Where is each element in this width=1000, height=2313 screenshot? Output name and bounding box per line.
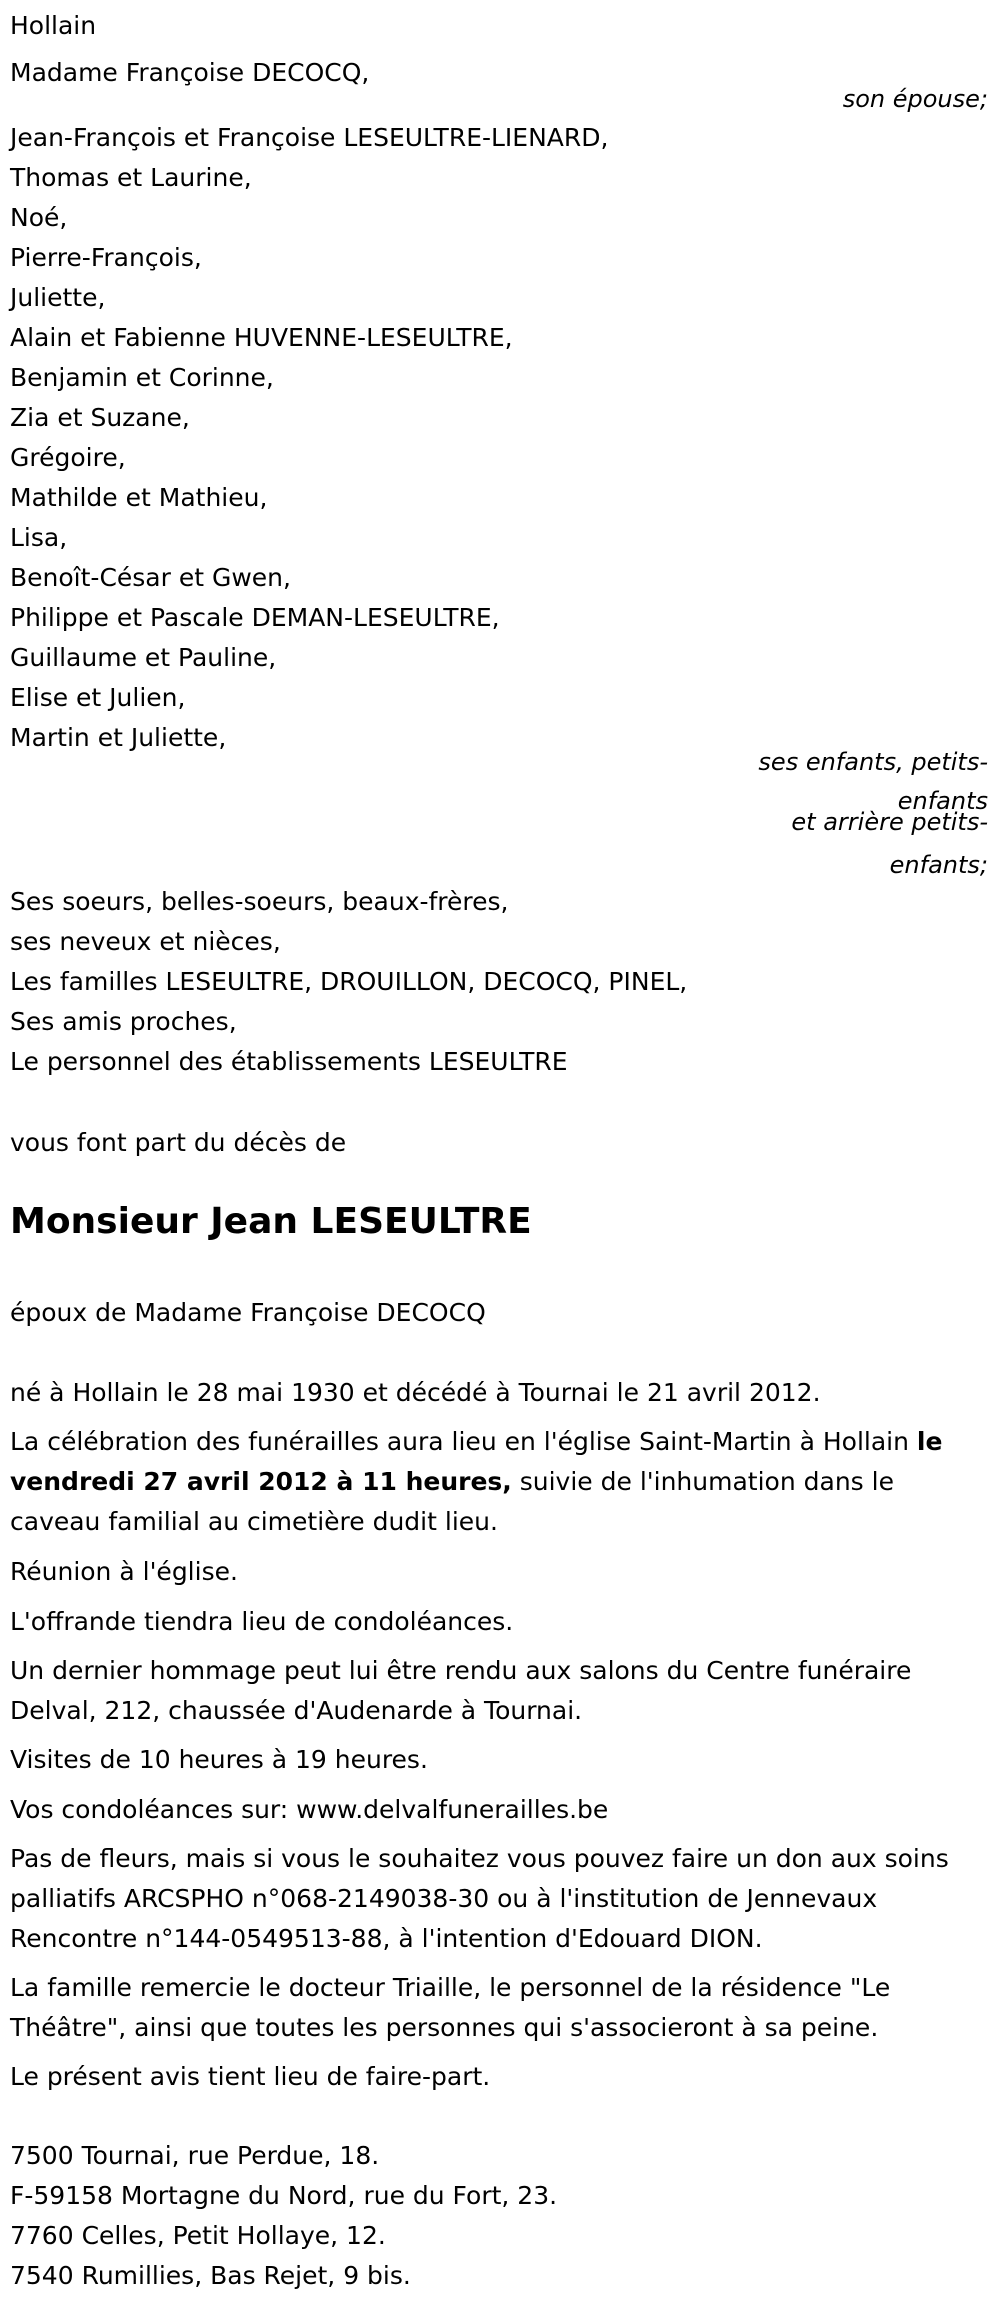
notice: Le présent avis tient lieu de faire-part.	[10, 2062, 491, 2091]
family-role-line: enfants	[897, 787, 988, 815]
birth-death: né à Hollain le 28 mai 1930 et décédé à Tournai le 21 avril 2012.	[10, 1378, 821, 1407]
family-line: Grégoire,	[10, 443, 126, 472]
address-line: F-59158 Mortagne du Nord, rue du Fort, 23.	[10, 2181, 558, 2210]
place-heading: Hollain	[10, 11, 97, 40]
visits: Visites de 10 heures à 19 heures.	[10, 1745, 428, 1774]
relatives-line: Les familles LESEULTRE, DROUILLON, DECOCQ, PINEL,	[10, 967, 688, 996]
family-line: Jean-François et Françoise LESEULTRE-LIENARD,	[10, 123, 609, 152]
relatives-line: Le personnel des établissements LESEULTRE	[10, 1047, 568, 1076]
family-line: Mathilde et Mathieu,	[10, 483, 268, 512]
family-role-line: ses enfants, petits-	[758, 748, 988, 776]
funeral-rest: suivie de l'inhumation dans le caveau familial au cimetière dudit lieu.	[10, 1467, 894, 1536]
funeral-date: le vendredi 27 avril 2012 à 11 heures,	[10, 1427, 943, 1496]
family-line: Martin et Juliette,	[10, 723, 227, 752]
family-line: Noé,	[10, 203, 68, 232]
relatives-line: Ses amis proches,	[10, 1007, 237, 1036]
family-line: Pierre-François,	[10, 243, 202, 272]
family-line: Juliette,	[10, 283, 106, 312]
family-line: Guillaume et Pauline,	[10, 643, 277, 672]
family-line: Benjamin et Corinne,	[10, 363, 274, 392]
deceased-name: Monsieur Jean LESEULTRE	[10, 1201, 532, 1242]
offering: L'offrande tiendra lieu de condoléances.	[10, 1607, 514, 1636]
relatives-line: ses neveux et nièces,	[10, 927, 281, 956]
condolences: Vos condoléances sur: www.delvalfunerailles.be	[10, 1795, 609, 1824]
family-line: Thomas et Laurine,	[10, 163, 252, 192]
spouse-role: son épouse;	[842, 85, 988, 113]
flowers: Pas de fleurs, mais si vous le souhaitez vous pouvez faire un don aux soins palliatifs ARCSPHO n°068-2149038-30 ou à l'institution de Jennevaux Rencontre n°144-0549513-88, à l'intention d'Edouard DION.	[10, 1844, 949, 1953]
family-role-line: enfants;	[889, 851, 988, 879]
family-line: Benoît-César et Gwen,	[10, 563, 291, 592]
spouse-name: Madame Françoise DECOCQ,	[10, 58, 370, 87]
announcement: vous font part du décès de	[10, 1128, 347, 1157]
family-line: Alain et Fabienne HUVENNE-LESEULTRE,	[10, 323, 513, 352]
funeral-intro: La célébration des funérailles aura lieu en l'église Saint-Martin à Hollain	[10, 1427, 909, 1456]
family-line: Philippe et Pascale DEMAN-LESEULTRE,	[10, 603, 500, 632]
family-line: Zia et Suzane,	[10, 403, 190, 432]
relatives-line: Ses soeurs, belles-soeurs, beaux-frères,	[10, 887, 509, 916]
address-line: 7500 Tournai, rue Perdue, 18.	[10, 2141, 380, 2170]
family-line: Elise et Julien,	[10, 683, 186, 712]
deceased-spouse: époux de Madame Françoise DECOCQ	[10, 1298, 486, 1327]
family-line: Lisa,	[10, 523, 68, 552]
tribute: Un dernier hommage peut lui être rendu aux salons du Centre funéraire Delval, 212, chaussée d'Audenarde à Tournai.	[10, 1656, 912, 1725]
meeting: Réunion à l'église.	[10, 1557, 238, 1586]
family-role-line: et arrière petits-	[791, 808, 988, 836]
address-line: 7760 Celles, Petit Hollaye, 12.	[10, 2221, 386, 2250]
funeral-paragraph	[10, 1422, 990, 1542]
thanks: La famille remercie le docteur Triaille, le personnel de la résidence "Le Théâtre", ainsi que toutes les personnes qui s'associeront à sa peine.	[10, 1973, 891, 2042]
address-line: 7540 Rumillies, Bas Rejet, 9 bis.	[10, 2261, 411, 2290]
